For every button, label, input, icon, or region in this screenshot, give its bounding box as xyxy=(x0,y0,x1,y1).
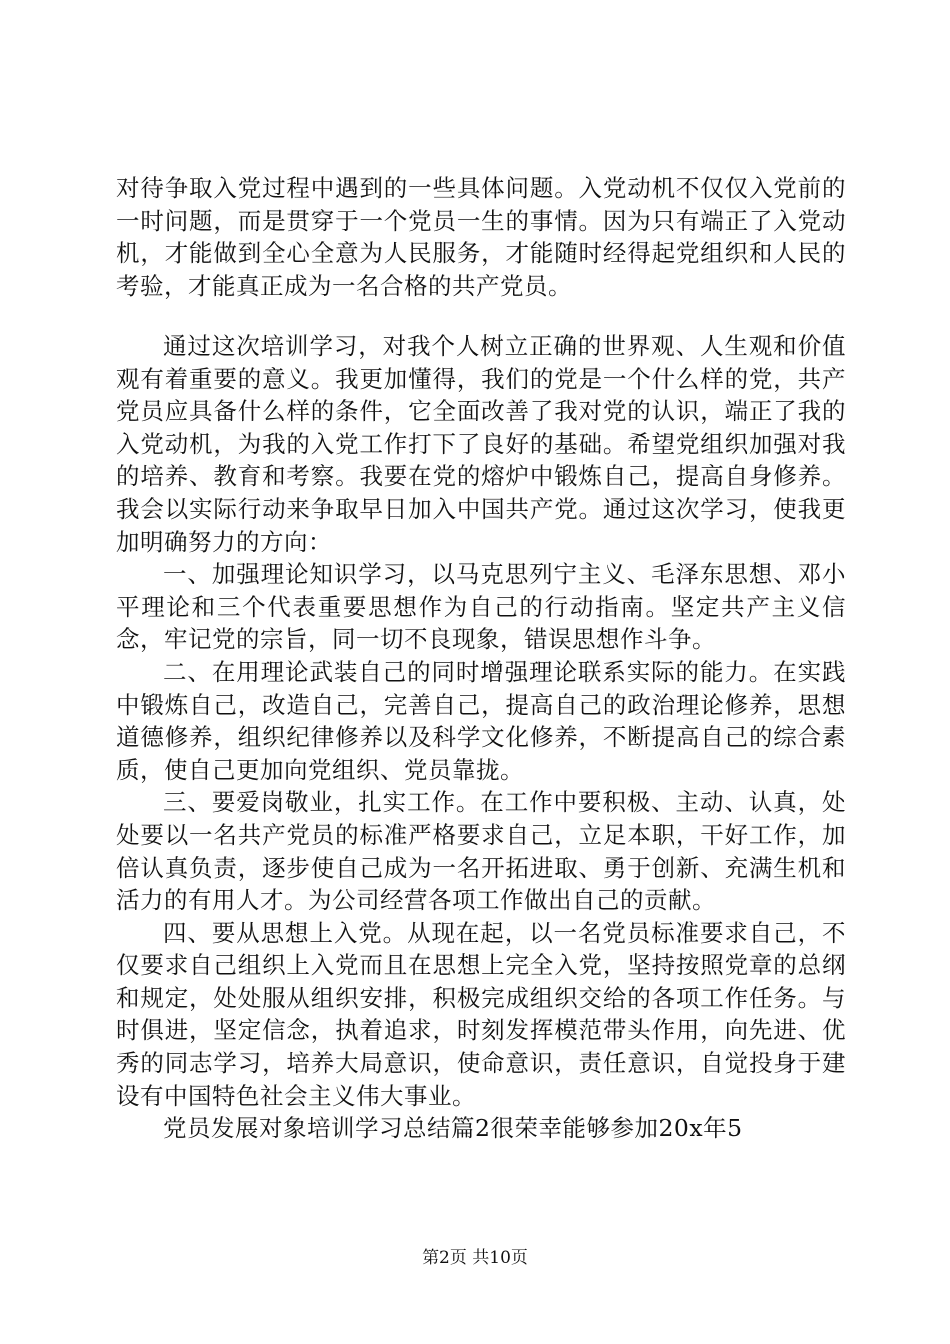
paragraph-next-article: 党员发展对象培训学习总结篇2很荣幸能够参加20x年5 xyxy=(163,1114,743,1143)
paragraph-point-two: 二、在用理论武装自己的同时增强理论联系实际的能力。在实践中锻炼自己，改造自己，完善自己，提高自己的政治理论修养，思想道德修养，组织纪律修养以及科学文化修养，不断提高自己的综合素质，使自己更加向党组织、党员靠拢。 xyxy=(116,657,846,784)
paragraph-point-three: 三、要爱岗敬业，扎实工作。在工作中要积极、主动、认真，处处要以一名共产党员的标准严格要求自己，立足本职，干好工作，加倍认真负责，逐步使自己成为一名开拓进取、勇于创新、充满生机和活力的有用人才。为公司经营各项工作做出自己的贡献。 xyxy=(116,788,846,915)
continuation-block xyxy=(116,172,846,302)
continuation-paragraph: 对待争取入党过程中遇到的一些具体问题。入党动机不仅仅入党前的一时问题，而是贯穿于一个党员一生的事情。因为只有端正了入党动机，才能做到全心全意为人民服务，才能随时经得起党组织和人民的考验，才能真正成为一名合格的共产党员。 xyxy=(116,174,846,300)
main-text-block xyxy=(116,330,846,1145)
paragraph-point-one: 一、加强理论知识学习，以马克思列宁主义、毛泽东思想、邓小平理论和三个代表重要思想作为自己的行动指南。坚定共产主义信念，牢记党的宗旨，同一切不良现象，错误思想作斗争。 xyxy=(116,560,846,654)
page-number-footer: 第2页 共10页 xyxy=(422,1248,528,1268)
paragraph-point-four: 四、要从思想上入党。从现在起，以一名党员标准要求自己，不仅要求自己组织上入党而且在思想上完全入党，坚持按照党章的总纲和规定，处处服从组织安排，积极完成组织交给的各项工作任务。与时俱进，坚定信念，执着追求，时刻发挥模范带头作用，向先进、优秀的同志学习，培养大局意识，使命意识，责任意识，自觉投身于建设有中国特色社会主义伟大事业。 xyxy=(116,918,846,1110)
paragraph-summary: 通过这次培训学习，对我个人树立正确的世界观、人生观和价值观有着重要的意义。我更加懂得，我们的党是一个什么样的党，共产党员应具备什么样的条件，它全面改善了我对党的认识，端正了我的入党动机，为我的入党工作打下了良好的基础。希望党组织加强对我的培养、教育和考察。我要在党的熔炉中锻炼自己，提高自身修养。我会以实际行动来争取早日加入中国共产党。通过这次学习，使我更加明确努力的方向： xyxy=(116,332,846,556)
